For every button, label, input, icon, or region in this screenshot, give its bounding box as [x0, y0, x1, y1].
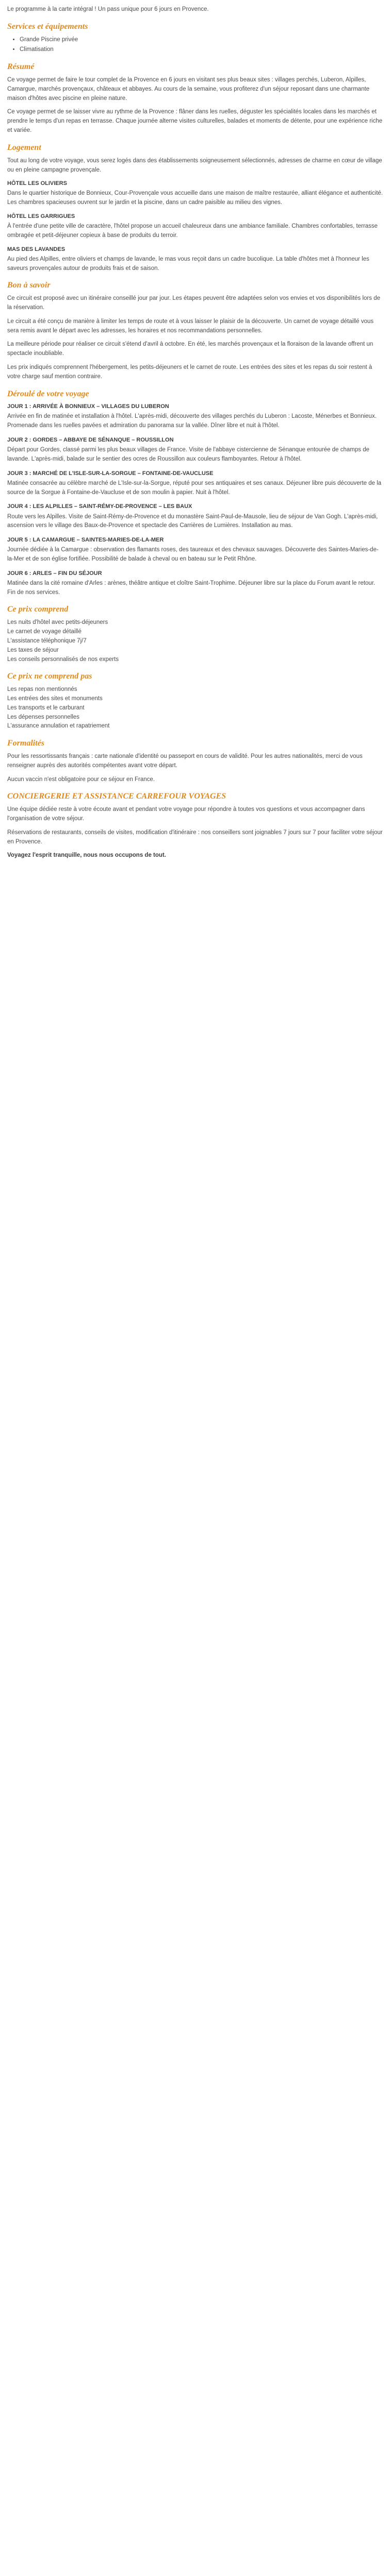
paragraph: Ce voyage permet de faire le tour complet de la Provence en 6 jours en visitant ses plus beaux sites : villages perchés, Luberon, Alpilles, Camargue, marchés provençaux, châteaux et abbayes. Au cours de la semaine, vous profiterez d'un séjour reposant dans une charmante maison d'hôtes avec piscine en pleine nature.	[7, 77, 370, 101]
inclus-title: Ce prix comprend	[7, 605, 69, 614]
day-text: Départ pour Gordes, classé parmi les plus beaux villages de France. Visite de l'abbaye cistercienne de Sénanque entourée de champs de lavande. L'après-midi, balade sur le sentier des ocres de Roussillon aux couleurs flamboyantes. Retour à l'hôtel.	[7, 447, 369, 462]
day-block	[7, 536, 384, 564]
day-heading: JOUR 6 : ARLES – FIN DU SÉJOUR	[7, 570, 102, 577]
formalites-section	[7, 738, 384, 784]
day-text: Journée dédiée à la Camargue : observation des flamants roses, des taureaux et des chevaux sauvages. Découverte des Saintes-Maries-de-la-Mer et de son église fortifiée. Possibilité de balade à cheval ou en bateau sur le Petit Rhône.	[7, 547, 379, 562]
day-text: Route vers les Alpilles. Visite de Saint-Rémy-de-Provence et du monastère Saint-Paul-de-Mausole, lieu de séjour de Van Gogh. L'après-midi, ascension vers le village des Baux-de-Provence et spectacle des Carrières de Lumières. Installation au mas.	[7, 513, 378, 529]
bon-a-savoir-title: Bon à savoir	[7, 281, 51, 290]
paragraph: Ce voyage permet de se laisser vivre au rythme de la Provence : flâner dans les ruelles, déguster les spécialités locales dans les marchés et prendre le temps d'un repas en terrasse. Chaque journée alterne visites culturelles, balades et moments de détente, pour une expérience riche et variée.	[7, 109, 383, 134]
paragraph: Dans le quartier historique de Bonnieux, Cour-Provençale vous accueille dans une maison de maître restaurée, alliant élégance et authenticité. Les chambres spacieuses ouvrent sur le jardin et la piscine, dans un cadre paisible au milieu des vignes.	[7, 190, 383, 206]
paragraph: Pour les ressortissants français : carte nationale d'identité ou passeport en cours de validité. Pour les autres nationalités, merci de vous renseigner auprès des autorités compétentes avant votre départ.	[7, 753, 363, 769]
services-list	[7, 36, 384, 55]
deroule-section	[7, 389, 384, 598]
deroule-title: Déroulé de votre voyage	[7, 389, 89, 398]
paragraph: À l'entrée d'une petite ville de caractère, l'hôtel propose un accueil chaleureux dans une ambiance familiale. Chambres confortables, terrasse ombragée et petit-déjeuner copieux à base de produits du terroir.	[7, 223, 378, 239]
paragraph: Tout au long de votre voyage, vous serez logés dans des établissements soigneusement sélectionnés, adresses de charme en cœur de village ou en pleine campagne provençale.	[7, 157, 382, 173]
list-item: Les repas non mentionnés	[7, 686, 77, 693]
day-text: Matinée dans la cité romaine d'Arles : arènes, théâtre antique et cloître Saint-Trophime. Déjeuner libre sur la place du Forum avant le retour. Fin de nos services.	[7, 580, 376, 596]
hotel-name: HÔTEL LES OLIVIERS	[7, 180, 67, 187]
paragraph: La meilleure période pour réaliser ce circuit s'étend d'avril à octobre. En été, les marchés provençaux et la floraison de la lavande offrent un spectacle inoubliable.	[7, 341, 373, 357]
resume-title: Résumé	[7, 62, 35, 72]
list-item: Les entrées des sites et monuments	[7, 695, 103, 702]
day-heading: JOUR 1 : ARRIVÉE À BONNIEUX – VILLAGES DU LUBERON	[7, 403, 169, 410]
list-item: L'assistance téléphonique 7j/7	[7, 637, 87, 644]
list-item: Les dépenses personnelles	[7, 714, 80, 720]
day-text: Arrivée en fin de matinée et installation à l'hôtel. L'après-midi, découverte des villages perchés du Luberon : Lacoste, Ménerbes et Bonnieux. Promenade dans les ruelles pavées et admiration du panorama sur la vallée. Dîner libre et nuit à l'hôtel.	[7, 413, 377, 429]
inclus-list	[7, 618, 384, 664]
list-item: Les conseils personnalisés de nos experts	[7, 656, 119, 663]
intro-text: Le programme à la carte intégral ! Un pass unique pour 6 jours en Provence.	[7, 6, 209, 12]
hotel-name: MAS DES LAVANDES	[7, 246, 66, 252]
list-item: Les transports et le carburant	[7, 704, 85, 711]
non-inclus-section	[7, 671, 384, 731]
logement-section	[7, 143, 384, 273]
day-heading: JOUR 5 : LA CAMARGUE – SAINTES-MARIES-DE-LA-MER	[7, 537, 164, 544]
list-item: Les taxes de séjour	[7, 647, 59, 653]
services-title: Services et équipements	[7, 22, 88, 31]
inclus-section	[7, 604, 384, 664]
day-heading: JOUR 4 : LES ALPILLES – SAINT-RÉMY-DE-PROVENCE – LES BAUX	[7, 503, 192, 510]
bon-a-savoir-section	[7, 280, 384, 381]
page	[0, 0, 391, 884]
day-block	[7, 569, 384, 598]
conciergerie-section	[7, 791, 384, 860]
non-inclus-list	[7, 685, 384, 731]
paragraph: Réservations de restaurants, conseils de visites, modification d'itinéraire : nos conseillers sont joignables 7 jours sur 7 pour faciliter votre séjour en Provence.	[7, 829, 383, 845]
services-section	[7, 22, 384, 55]
logement-title: Logement	[7, 143, 41, 152]
non-inclus-title: Ce prix ne comprend pas	[7, 672, 92, 681]
paragraph: Les prix indiqués comprennent l'hébergement, les petits-déjeuners et le carnet de route. Les entrées des sites et les repas du soir restent à votre charge sauf mention contraire.	[7, 364, 372, 380]
day-heading: JOUR 2 : GORDES – ABBAYE DE SÉNANQUE – ROUSSILLON	[7, 437, 174, 444]
resume-section	[7, 62, 384, 135]
day-block	[7, 436, 384, 464]
day-block	[7, 402, 384, 431]
day-block	[7, 469, 384, 498]
day-block	[7, 502, 384, 531]
hotel-name: HÔTEL LES GARRIGUES	[7, 213, 75, 219]
list-item: • Grande Piscine privée	[20, 36, 384, 45]
day-heading: JOUR 3 : MARCHÉ DE L'ISLE-SUR-LA-SORGUE – FONTAINE-DE-VAUCLUSE	[7, 470, 214, 477]
list-item: • Climatisation	[20, 45, 384, 55]
paragraph: Ce circuit est proposé avec un itinéraire conseillé jour par jour. Les étapes peuvent être adaptées selon vos envies et vos disponibilités lors de la réservation.	[7, 295, 380, 311]
paragraph: Au pied des Alpilles, entre oliviers et champs de lavande, le mas vous reçoit dans un cadre bucolique. La table d'hôtes met à l'honneur les saveurs provençales autour de produits frais et de saison.	[7, 256, 369, 272]
conciergerie-title: CONCIERGERIE ET ASSISTANCE CARREFOUR VOYAGES	[7, 792, 226, 801]
paragraph: Le circuit a été conçu de manière à limiter les temps de route et à vous laisser le plaisir de la découverte. Un carnet de voyage détaillé vous sera remis avant le départ avec les adresses, les horaires et nos recommandations personnelles.	[7, 318, 374, 334]
formalites-title: Formalités	[7, 739, 45, 748]
list-item: Les nuits d'hôtel avec petits-déjeuners	[7, 619, 108, 626]
day-text: Matinée consacrée au célèbre marché de L'Isle-sur-la-Sorgue, réputé pour ses antiquaires et ses canaux. Déjeuner libre puis découverte de la source de la Sorgue à Fontaine-de-Vaucluse et de son moulin à papier. Nuit à l'hôtel.	[7, 480, 382, 496]
conciergerie-highlight: Voyagez l'esprit tranquille, nous nous occupons de tout.	[7, 852, 166, 859]
list-item: Le carnet de voyage détaillé	[7, 629, 82, 635]
paragraph: Aucun vaccin n'est obligatoire pour ce séjour en France.	[7, 776, 155, 783]
list-item: L'assurance annulation et rapatriement	[7, 723, 110, 730]
paragraph: Une équipe dédiée reste à votre écoute avant et pendant votre voyage pour répondre à toutes vos questions et vous accompagner dans l'organisation de votre séjour.	[7, 806, 365, 822]
